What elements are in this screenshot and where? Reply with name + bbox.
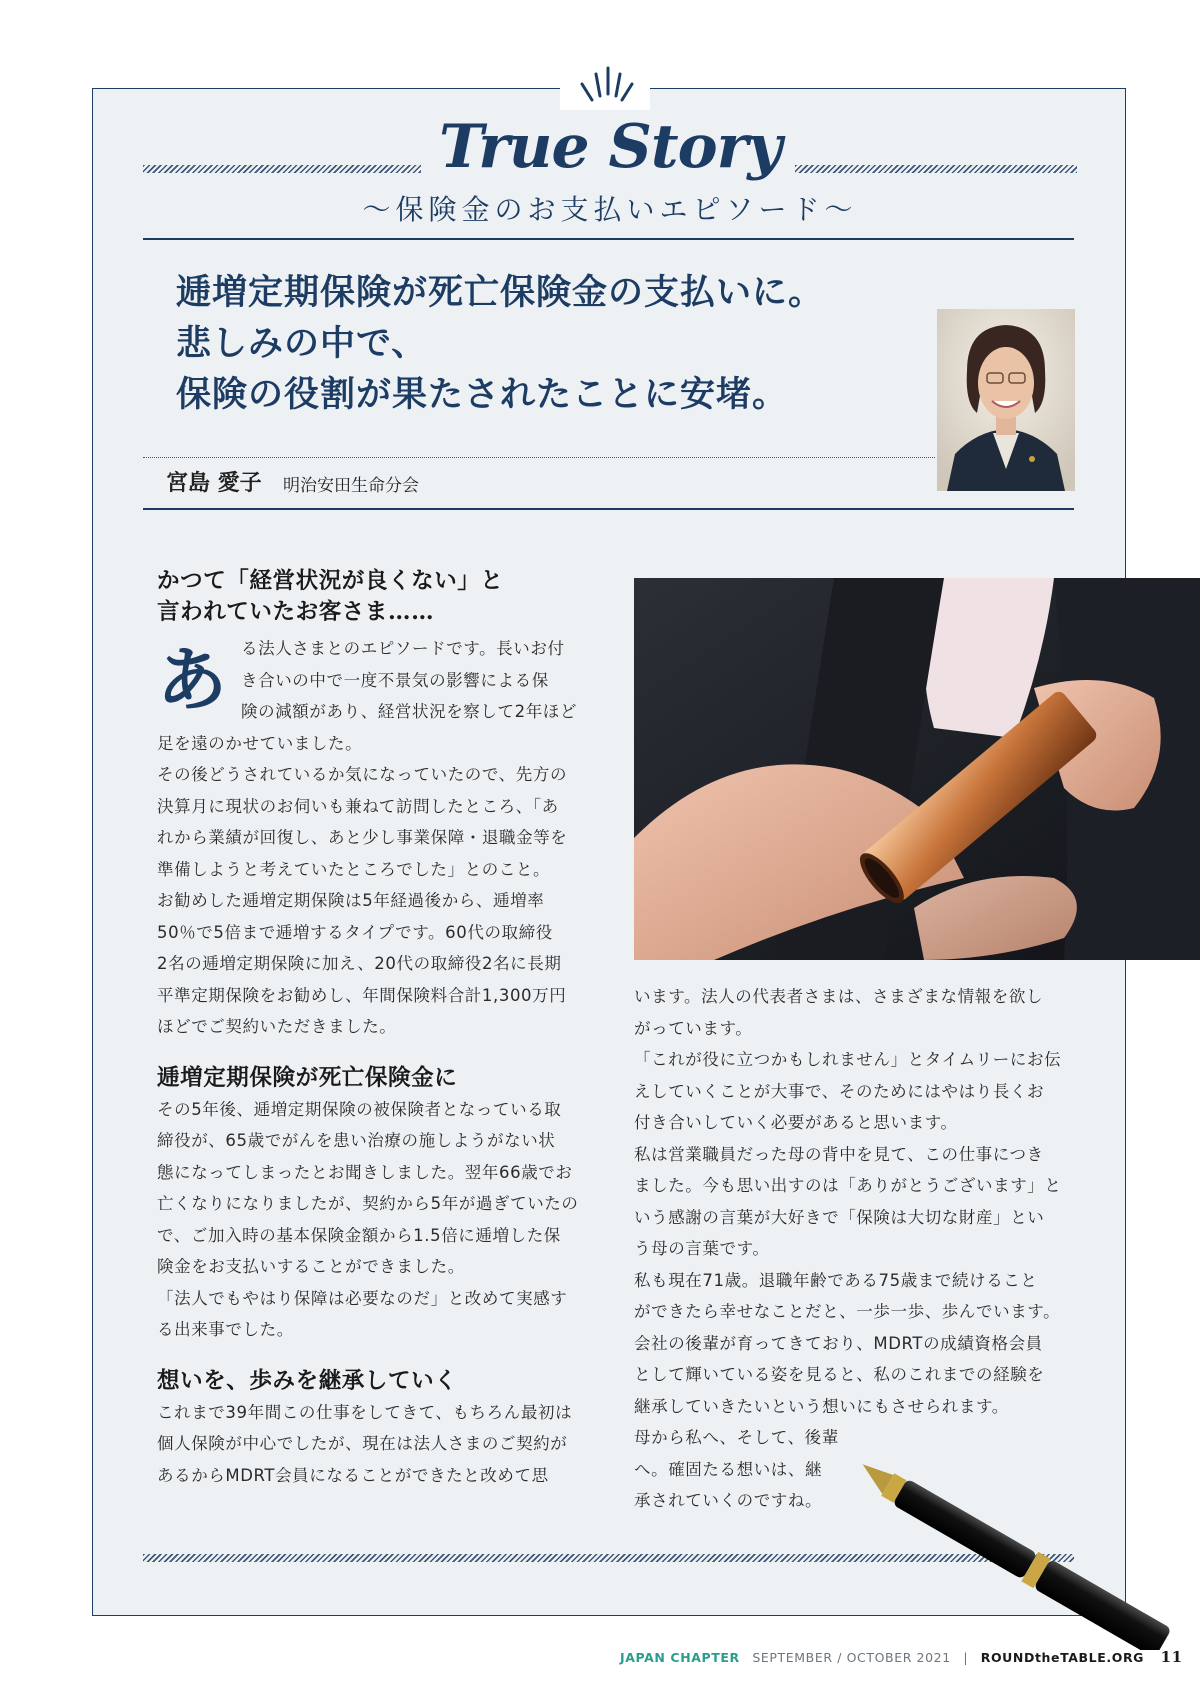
footer-chapter: JAPAN CHAPTER [620, 1650, 740, 1665]
sunburst-ornament-icon [560, 64, 650, 110]
body-line: 50％で5倍まで逓増するタイプです。60代の取締役 [157, 922, 553, 942]
body-line: 態になってしまったとお聞きしました。翌年66歳でお [157, 1162, 573, 1182]
body-line: 締役が、65歳でがんを患い治療の施しようがない状 [157, 1131, 556, 1150]
section1-heading [157, 566, 597, 628]
body-line: る法人さまとのエピソードです。長いお付 [241, 639, 565, 658]
footer-date: SEPTEMBER / OCTOBER 2021 [752, 1650, 951, 1665]
body-line: 2名の逓増定期保険に加え、20代の取締役2名に長期 [157, 954, 562, 973]
page-number: 11 [1160, 1648, 1183, 1666]
body-line: がっています。 [634, 1018, 753, 1038]
footer-site: ROUNDtheTABLE.ORG [980, 1650, 1145, 1665]
body-line: 足を遠のかせていました。 [157, 733, 363, 753]
right-column [634, 981, 1074, 1517]
dropcap: あ [157, 639, 227, 721]
body-line: ほどでご契約いただきました。 [157, 1017, 397, 1036]
body-line: 私は営業職員だった母の背中を見て、この仕事につき [634, 1144, 1044, 1164]
body-line: 継承していきたいという想いにもさせられます。 [634, 1396, 1009, 1416]
body-line: 私も現在71歳。退職年齢である75歳まで続けること [634, 1270, 1038, 1290]
headline-line: 悲しみの中で、 [176, 324, 428, 364]
baton-handoff-photo [634, 578, 1200, 960]
body-line: 険金をお支払いすることができました。 [157, 1257, 465, 1276]
body-line: で、ご加入時の基本保険金額から1.5倍に逓増した保 [157, 1225, 561, 1245]
headline-dotted-rule [143, 457, 935, 458]
section2-heading: 逓増定期保険が死亡保険金に [157, 1064, 458, 1091]
body-line: へ。確固たる想いは、継 [634, 1459, 823, 1479]
body-line: その5年後、逓増定期保険の被保険者となっている取 [157, 1099, 562, 1119]
body-line: 亡くなりになりましたが、契約から5年が過ぎていたの [157, 1194, 579, 1213]
body-line: 承されていくのですね。 [634, 1491, 823, 1510]
body-line: 険の減額があり、経営状況を察して2年ほど [241, 702, 577, 721]
body-line: ができたら幸せなことだと、一歩一歩、歩んでいます。 [634, 1302, 1061, 1321]
author-name: 宮島 愛子 [166, 471, 262, 496]
section3-heading: 想いを、歩みを継承していく [157, 1367, 458, 1394]
body-line: 決算月に現状のお伺いも兼ねて訪問したところ、「あ [157, 796, 559, 816]
body-line: その後どうされているか気になっていたので、先方の [157, 765, 568, 784]
page-title: True Story [438, 112, 782, 182]
body-line: います。法人の代表者さまは、さまざまな情報を欲し [634, 987, 1044, 1006]
title-hatch-right [795, 165, 1077, 173]
body-line: お勧めした逓増定期保険は5年経過後から、逓増率 [157, 891, 545, 910]
body-line: 「法人でもやはり保障は必要なのだ」と改めて実感す [157, 1288, 568, 1308]
body-line: 個人保険が中心でしたが、現在は法人さまのご契約が [157, 1434, 568, 1453]
body-line: 母から私へ、そして、後輩 [634, 1428, 839, 1447]
body-line: う母の言葉です。 [634, 1239, 770, 1258]
page-footer [620, 1648, 1183, 1666]
title-underline [143, 238, 1074, 240]
body-line: これまで39年間この仕事をしてきて、もちろん最初は [157, 1402, 573, 1422]
body-line: る出来事でした。 [157, 1320, 294, 1339]
body-line: れから業績が回復し、あと少し事業保障・退職金等を [157, 828, 568, 847]
body-line: として輝いている姿を見ると、私のこれまでの経験を [634, 1365, 1045, 1384]
title-hatch-left [143, 165, 421, 173]
headline [176, 268, 896, 421]
author-portrait [937, 309, 1075, 491]
body-line: 「これが役に立つかもしれません」とタイムリーにお伝 [634, 1050, 1062, 1069]
body-line: ました。今も思い出すのは「ありがとうございます」と [634, 1176, 1062, 1195]
body-line: 平準定期保険をお勧めし、年間保険料合計1,300万円 [157, 985, 567, 1005]
fountain-pen-icon [850, 1450, 1200, 1650]
body-line: き合いの中で一度不景気の影響による保 [241, 670, 549, 690]
body-line: いう感謝の言葉が大好きで「保険は大切な財産」とい [634, 1207, 1045, 1227]
headline-line: 逓増定期保険が死亡保険金の支払いに。 [176, 273, 825, 313]
section1-heading-line: かつて「経営状況が良くない」と [157, 568, 504, 594]
headline-line: 保険の役割が果たされたことに安堵。 [176, 375, 789, 415]
author-underline [143, 508, 1074, 510]
body-line: 準備しようと考えていたところでした」とのこと。 [157, 859, 551, 879]
section1-heading-line: 言われていたお客さま…… [157, 599, 435, 625]
page-subtitle: 〜保険金のお支払いエピソード〜 [362, 193, 858, 226]
body-line: あるからMDRT会員になることができたと改めて思 [157, 1465, 549, 1485]
body-line: えしていくことが大事で、そのためにはやはり長くお [634, 1081, 1045, 1101]
body-line: 会社の後輩が育ってきており、MDRTの成績資格会員 [634, 1333, 1043, 1353]
author-org: 明治安田生命分会 [283, 476, 419, 496]
body-line: 付き合いしていく必要があると思います。 [634, 1113, 958, 1132]
footer-separator: | [963, 1650, 969, 1665]
